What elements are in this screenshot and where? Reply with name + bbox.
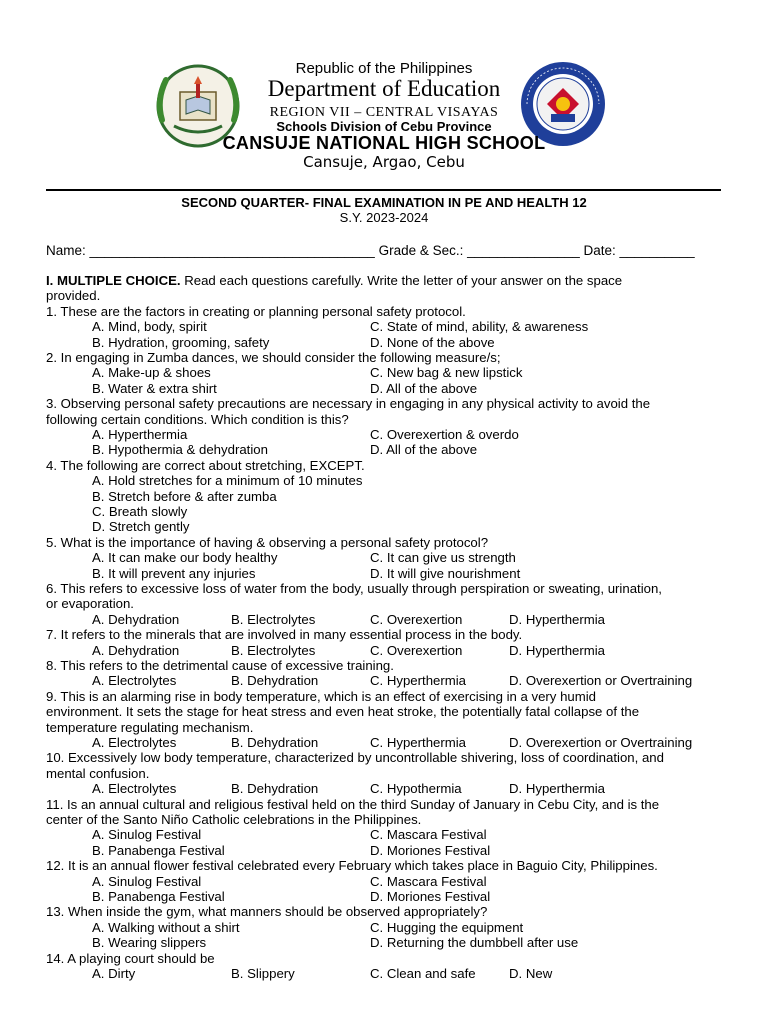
question-item <box>46 658 722 689</box>
question-text: 14. A playing court should be <box>46 950 215 966</box>
choice-row <box>46 442 722 457</box>
answer-choice: A. Sinulog Festival <box>92 873 202 889</box>
answer-choice: C. Mascara Festival <box>370 827 487 843</box>
answer-choice: C. Hugging the equipment <box>370 919 524 935</box>
answer-choice: D. All of the above <box>370 442 478 458</box>
answer-choice: C. Overexertion & overdo <box>370 427 519 442</box>
choice-row <box>46 920 722 935</box>
answer-choice: D. Overexertion or Overtraining <box>509 734 693 750</box>
choice-row <box>46 519 722 534</box>
choice-row <box>46 643 722 658</box>
question-text: temperature regulating mechanism. <box>46 719 254 735</box>
answer-choice: A. Electrolytes <box>92 781 177 797</box>
question-text: 6. This refers to excessive loss of water from the body, usually through perspiration or sweating, urination, <box>46 580 662 596</box>
question-item <box>46 904 722 950</box>
question-text: mental confusion. <box>46 765 150 781</box>
choice-row <box>46 966 722 981</box>
school-year: S.Y. 2023-2024 <box>339 210 429 225</box>
question-text: 9. This is an alarming rise in body temperature, which is an effect of exercising in a very humid <box>46 688 596 704</box>
section-heading: I. MULTIPLE CHOICE. <box>46 273 181 288</box>
answer-choice: A. Mind, body, spirit <box>92 319 207 335</box>
question-text: 7. It refers to the minerals that are involved in many essential process in the body. <box>46 627 523 643</box>
answer-choice: C. Mascara Festival <box>370 873 487 889</box>
division-line: Schools Division of Cebu Province <box>276 119 492 134</box>
choice-row <box>46 365 722 380</box>
question-item <box>46 627 722 658</box>
answer-choice: A. Hold stretches for a minimum of 10 minutes <box>92 473 363 489</box>
question-item <box>46 750 722 796</box>
answer-choice: A. Dirty <box>92 965 136 981</box>
answer-choice: C. It can give us strength <box>370 550 516 566</box>
instructions-text-cont: provided. <box>46 288 101 304</box>
instructions-text: Read each questions carefully. Write the letter of your answer on the space <box>180 273 623 288</box>
choice-row <box>46 827 722 842</box>
school-name: CANSUJE NATIONAL HIGH SCHOOL <box>222 133 546 153</box>
answer-choice: B. Dehydration <box>231 734 319 750</box>
question-item <box>46 581 722 627</box>
choice-row <box>46 843 722 858</box>
question-list <box>46 304 722 982</box>
answer-choice: A. Make-up & shoes <box>92 365 211 381</box>
answer-choice: D. Stretch gently <box>92 519 190 535</box>
question-item <box>46 304 722 350</box>
answer-choice: C. Hypothermia <box>370 781 462 797</box>
choice-row <box>46 550 722 565</box>
question-item <box>46 535 722 581</box>
question-text: or evaporation. <box>46 596 134 612</box>
choice-row <box>46 673 722 688</box>
answer-choice: B. Stretch before & after zumba <box>92 488 277 504</box>
department-name: Department of Education <box>267 76 501 101</box>
answer-choice: D. Overexertion or Overtraining <box>509 673 693 689</box>
choice-row <box>46 335 722 350</box>
answer-choice: B. Hypothermia & dehydration <box>92 442 268 458</box>
choice-row <box>46 735 722 750</box>
answer-choice: B. Slippery <box>231 965 295 981</box>
answer-choice: C. Hyperthermia <box>370 673 467 689</box>
choice-row <box>46 427 722 442</box>
answer-choice: D. Moriones Festival <box>370 842 491 858</box>
answer-choice: A. Dehydration <box>92 611 180 627</box>
choice-row <box>46 319 722 334</box>
answer-choice: B. Wearing slippers <box>92 935 207 951</box>
answer-choice: D. Hyperthermia <box>509 642 606 658</box>
choice-row <box>46 612 722 627</box>
answer-choice: C. Overexertion <box>370 642 463 658</box>
question-text: 13. When inside the gym, what manners should be observed appropriately? <box>46 904 488 920</box>
answer-choice: D. None of the above <box>370 334 495 350</box>
answer-choice: B. It will prevent any injuries <box>92 565 256 581</box>
exam-title: SECOND QUARTER- FINAL EXAMINATION IN PE AND HEALTH 12 <box>181 195 587 210</box>
answer-choice: A. Walking without a shirt <box>92 919 240 935</box>
question-item <box>46 396 722 458</box>
question-item <box>46 858 722 904</box>
answer-choice: C. New bag & new lipstick <box>370 365 523 381</box>
question-text: 8. This refers to the detrimental cause of excessive training. <box>46 657 394 673</box>
choice-row <box>46 566 722 581</box>
exam-content <box>46 273 722 981</box>
answer-choice: D. New <box>509 965 553 981</box>
question-text: 11. Is an annual cultural and religious festival held on the third Sunday of January in Cebu City, and is the <box>46 796 660 812</box>
answer-choice: B. Panabenga Festival <box>92 888 225 904</box>
question-text: 2. In engaging in Zumba dances, we should consider the following measure/s; <box>46 350 501 365</box>
header-divider <box>46 189 721 191</box>
question-text: 3. Observing personal safety precautions are necessary in engaging in any physical activity to avoid the <box>46 396 651 412</box>
answer-choice: A. Electrolytes <box>92 734 177 750</box>
choice-row <box>46 874 722 889</box>
question-item <box>46 350 722 396</box>
choice-row <box>46 781 722 796</box>
question-text: following certain conditions. Which condition is this? <box>46 411 349 427</box>
answer-choice: B. Electrolytes <box>231 611 316 627</box>
answer-choice: B. Hydration, grooming, safety <box>92 334 270 350</box>
choice-row <box>46 935 722 950</box>
question-item <box>46 689 722 751</box>
choice-row <box>46 489 722 504</box>
answer-choice: B. Electrolytes <box>231 642 316 658</box>
answer-choice: D. All of the above <box>370 380 478 396</box>
choice-row <box>46 473 722 488</box>
answer-choice: D. Hyperthermia <box>509 611 606 627</box>
answer-choice: B. Panabenga Festival <box>92 842 225 858</box>
question-text: 4. The following are correct about stretching, EXCEPT. <box>46 457 365 473</box>
question-text: 12. It is an annual flower festival celebrated every February which takes place in Baguio City, Philippines. <box>46 858 658 874</box>
answer-choice: C. Clean and safe <box>370 965 476 981</box>
answer-choice: A. Sinulog Festival <box>92 827 202 843</box>
letterhead <box>0 0 768 190</box>
section-instructions <box>46 273 722 304</box>
answer-choice: D. Hyperthermia <box>509 781 606 797</box>
question-text: 5. What is the importance of having & observing a personal safety protocol? <box>46 534 489 550</box>
school-address: Cansuje, Argao, Cebu <box>303 153 465 171</box>
question-text: center of the Santo Niño Catholic celebrations in the Philippines. <box>46 811 422 827</box>
question-text: 10. Excessively low body temperature, characterized by uncontrollable shivering, loss of coordination, and <box>46 750 664 766</box>
answer-choice: D. Moriones Festival <box>370 888 491 904</box>
question-item <box>46 951 722 982</box>
answer-choice: B. Water & extra shirt <box>92 380 217 396</box>
question-text: 1. These are the factors in creating or planning personal safety protocol. <box>46 303 466 319</box>
answer-choice: C. Breath slowly <box>92 503 188 519</box>
region-line: REGION VII – CENTRAL VISAYAS <box>269 105 499 120</box>
answer-choice: A. It can make our body healthy <box>92 550 278 566</box>
question-text: environment. It sets the stage for heat stress and even heat stroke, the potentially fatal collapse of the <box>46 704 640 720</box>
answer-choice: C. Hyperthermia <box>370 734 467 750</box>
question-item <box>46 458 722 535</box>
answer-choice: B. Dehydration <box>231 673 319 689</box>
answer-choice: D. It will give nourishment <box>370 565 521 581</box>
choice-row <box>46 504 722 519</box>
answer-choice: C. State of mind, ability, & awareness <box>370 319 589 335</box>
choice-row <box>46 381 722 396</box>
choice-row <box>46 889 722 904</box>
answer-choice: A. Hyperthermia <box>92 427 188 442</box>
answer-choice: A. Dehydration <box>92 642 180 658</box>
question-item <box>46 797 722 859</box>
answer-choice: C. Overexertion <box>370 611 463 627</box>
answer-choice: B. Dehydration <box>231 781 319 797</box>
republic-line: Republic of the Philippines <box>295 60 473 77</box>
answer-choice: A. Electrolytes <box>92 673 177 689</box>
student-info-line: Name: ______________________________________ Grade & Sec.: _______________ Date: __________ <box>46 243 695 258</box>
answer-choice: D. Returning the dumbbell after use <box>370 935 579 951</box>
